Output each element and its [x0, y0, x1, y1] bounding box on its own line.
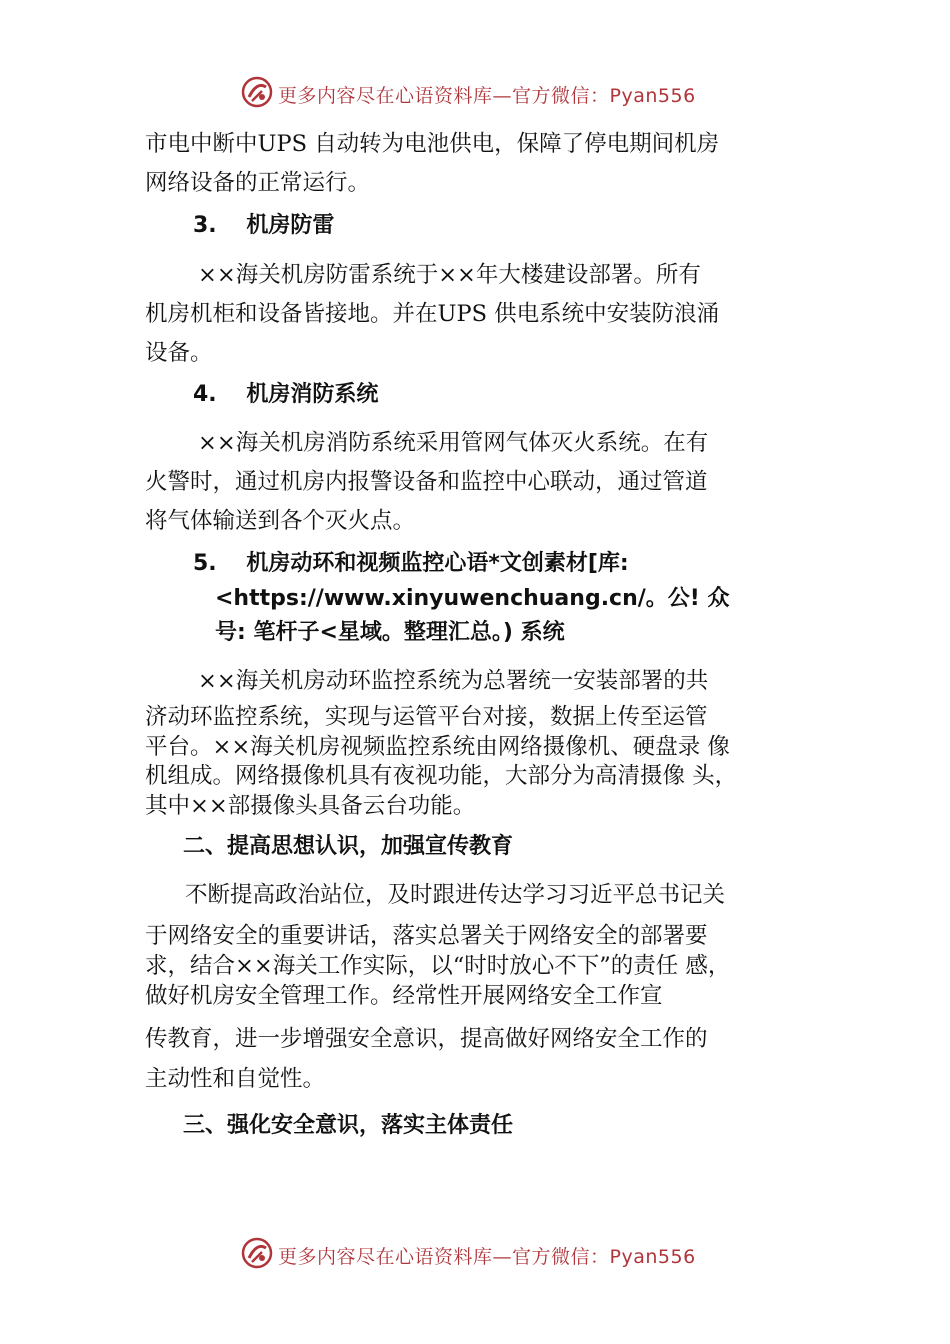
- heading-3-lightning: 3. 机房防雷: [193, 213, 335, 238]
- paragraph-2-line-1: ××海关机房防雷系统于××年大楼建设部署。所有: [198, 262, 701, 288]
- heading-5-line-2: <https://www.xinyuwenchuang.cn/。公! 众: [215, 586, 730, 611]
- paragraph-4-line-3: 平台。××海关机房视频监控系统由网络摄像机、硬盘录 像: [145, 734, 730, 760]
- heading-5-line-1: 5. 机房动环和视频监控心语*文创素材[库:: [193, 551, 629, 576]
- paragraph-3-line-1: ××海关机房消防系统采用管网气体灭火系统。在有: [198, 430, 709, 456]
- paragraph-4-line-5: 其中××部摄像头具备云台功能。: [145, 793, 476, 819]
- heading-5-line-3: 号: 笔杆子<星域。整理汇总。) 系统: [215, 620, 565, 645]
- brand-logo-icon: [240, 75, 274, 109]
- paragraph-4-line-1: ××海关机房动环监控系统为总署统一安装部署的共: [198, 668, 709, 694]
- paragraph-2-line-3: 设备。: [145, 340, 213, 366]
- paragraph-2-line-2: 机房机柜和设备皆接地。并在UPS 供电系统中安装防浪涌: [145, 301, 720, 327]
- paragraph-3-line-3: 将气体输送到各个灭火点。: [145, 508, 416, 534]
- paragraph-4-line-2: 济动环监控系统，实现与运管平台对接，数据上传至运管: [145, 704, 708, 730]
- paragraph-4-line-4: 机组成。网络摄像机具有夜视功能，大部分为高清摄像 头，: [145, 763, 738, 789]
- top-watermark-banner: [0, 75, 950, 115]
- brand-logo-icon: [240, 1236, 274, 1270]
- paragraph-3-line-2: 火警时，通过机房内报警设备和监控中心联动，通过管道: [145, 469, 708, 495]
- paragraph-5-line-1: 不断提高政治站位，及时跟进传达学习习近平总书记关: [185, 882, 726, 908]
- paragraph-5-line-6: 主动性和自觉性。: [145, 1066, 326, 1092]
- watermark-text: 更多内容尽在心语资料库—官方微信：Pyan556: [278, 85, 696, 107]
- paragraph-1-line-1: 市电中断中UPS 自动转为电池供电，保障了停电期间机房: [145, 131, 720, 157]
- paragraph-5-line-5: 传教育，进一步增强安全意识，提高做好网络安全工作的: [145, 1026, 708, 1052]
- watermark-text: 更多内容尽在心语资料库—官方微信：Pyan556: [278, 1246, 696, 1268]
- paragraph-5-line-3: 求，结合××海关工作实际，以“时时放心不下”的责任 感，: [145, 953, 731, 979]
- section-heading-2: 二、提高思想认识，加强宣传教育: [183, 834, 514, 859]
- paragraph-5-line-2: 于网络安全的重要讲话，落实总署关于网络安全的部署要: [145, 923, 708, 949]
- bottom-watermark-banner: [0, 1236, 950, 1276]
- section-heading-3: 三、强化安全意识，落实主体责任: [183, 1113, 514, 1138]
- paragraph-1-line-2: 网络设备的正常运行。: [145, 170, 371, 196]
- paragraph-5-line-4: 做好机房安全管理工作。经常性开展网络安全工作宣: [145, 983, 663, 1009]
- heading-4-fire-system: 4. 机房消防系统: [193, 382, 379, 407]
